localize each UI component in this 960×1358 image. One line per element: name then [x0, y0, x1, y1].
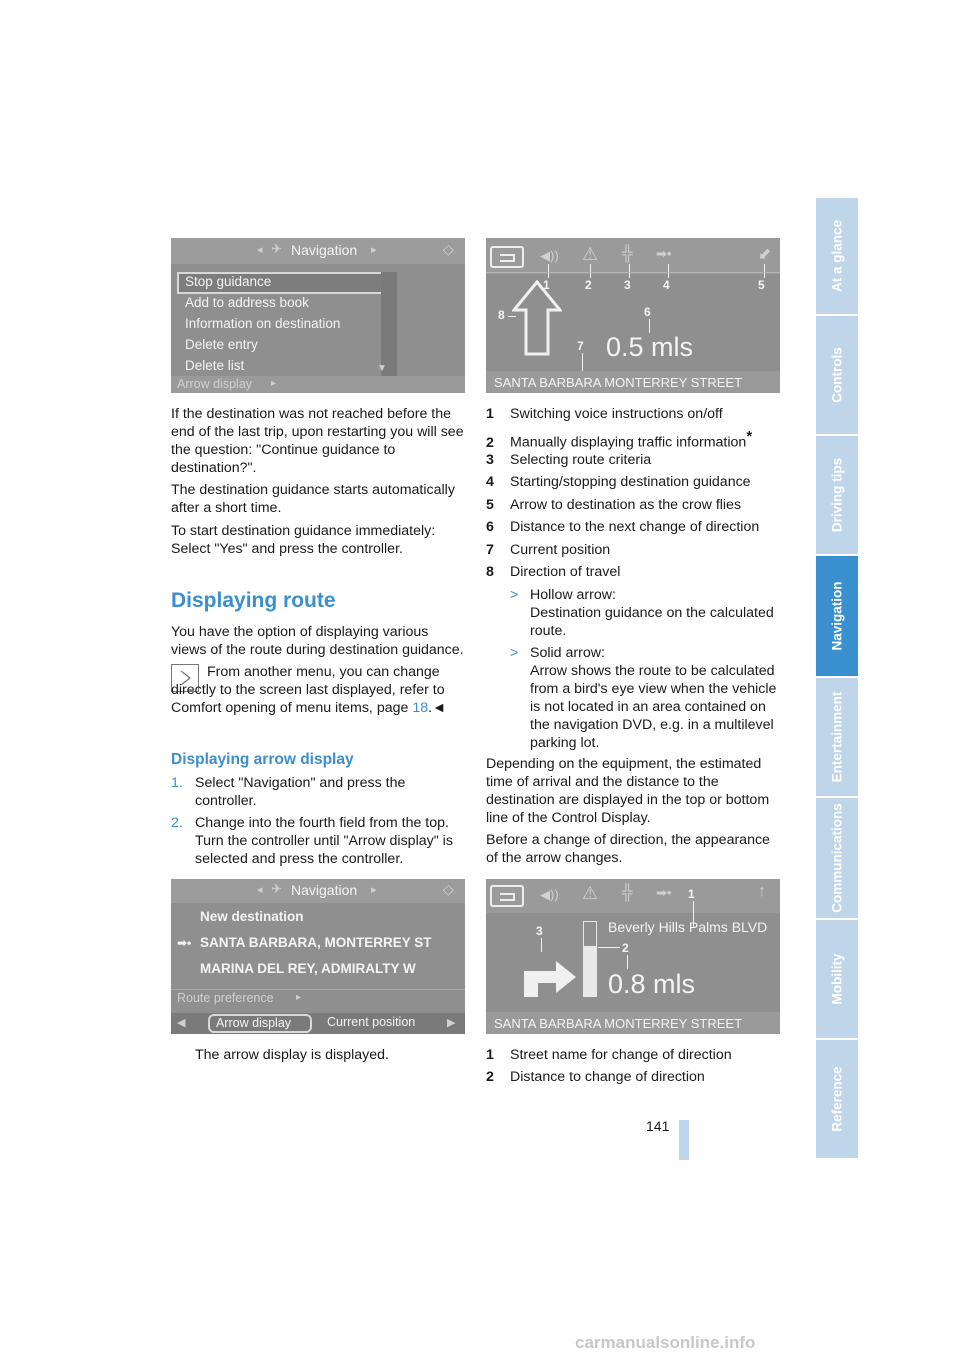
legend-item: 4 Starting/stopping destination guidance [486, 474, 751, 490]
step-text: Select "Navigation" and press the controller. [195, 775, 406, 809]
distance-readout: 0.8 mls [608, 969, 696, 999]
chevron-left-icon: ◂ [257, 244, 263, 256]
turn-arrow-screenshot [486, 879, 780, 1034]
current-street: SANTA BARBARA MONTERREY STREET [494, 375, 743, 390]
step-number: 2. [171, 815, 183, 831]
bullet-text: Arrow shows the route to be calculated from a bird's eye view when the vehicle is not located in an area contained on the navigation DVD, e.g. in a multilevel parking lot. [530, 663, 777, 751]
menu-item[interactable]: Delete entry [185, 337, 258, 352]
satellite-icon: ✈ [271, 241, 282, 256]
legend-item: 5 Arrow to destination as the crow flies [486, 497, 742, 513]
legend-item: 6 Distance to the next change of direction [486, 519, 760, 535]
solid-turn-arrow [520, 949, 580, 999]
section-heading: Displaying route [171, 589, 336, 612]
menu-item[interactable]: Delete list [185, 358, 245, 373]
traffic-warning-icon: ⚠ [582, 244, 599, 264]
arrow-display-screenshot [486, 238, 780, 393]
chapter-tabs [816, 198, 858, 1160]
callout-number: 3 [536, 924, 543, 938]
legend-item: 3 Selecting route criteria [486, 452, 652, 468]
route-criteria-icon: ╬ [622, 884, 633, 901]
hollow-direction-arrow [512, 280, 562, 356]
chevron-left-icon: ◂ [257, 884, 263, 896]
tab-entertainment[interactable]: Entertainment [816, 678, 858, 798]
back-icon [490, 246, 524, 268]
callout-number: 5 [758, 278, 765, 292]
bullet-marker: > [510, 645, 519, 661]
step-text: Change into the fourth field from the top. Turn the controller until "Arrow display" is selected and press the controller. [195, 815, 453, 867]
distance-readout: 0.5 mls [606, 332, 694, 362]
callout-number: 6 [644, 305, 651, 319]
arrow-display-tab[interactable]: Arrow display [208, 1014, 312, 1033]
arrow-left-icon: ◀ [177, 1017, 186, 1029]
watermark: carmanualsonline.info [575, 1333, 756, 1352]
note-text: From another menu, you can change directly to the screen last displayed, refer to Comfort opening of menu items, page 18.◄ [171, 664, 447, 716]
current-position-tab[interactable]: Current position [327, 1015, 416, 1029]
compass-icon: ◇ [443, 241, 454, 257]
guidance-icon: ➡• [656, 246, 672, 261]
route-preference[interactable]: Route preference [177, 991, 274, 1005]
route-criteria-icon: ╬ [622, 245, 633, 262]
chevron-right-icon: ▸ [271, 378, 277, 389]
menu-item[interactable]: Add to address book [185, 295, 309, 310]
chevron-right-icon: ▸ [371, 244, 377, 256]
callout-number: 8 [498, 308, 505, 322]
street-name: Beverly Hills Palms BLVD [608, 919, 768, 935]
crow-flies-arrow-icon: ↑ [758, 883, 766, 900]
tab-controls[interactable]: Controls [816, 316, 858, 436]
destination-row[interactable]: New destination [200, 909, 304, 924]
paragraph: The arrow display is displayed. [195, 1047, 389, 1063]
crow-flies-arrow-icon: ⬋ [758, 246, 772, 263]
page-number: 141 [646, 1118, 670, 1134]
tab-communications[interactable]: Communications [816, 798, 858, 920]
satellite-icon: ✈ [271, 881, 282, 896]
legend-item: 1 Switching voice instructions on/off [486, 406, 723, 422]
destination-row[interactable]: SANTA BARBARA, MONTERREY ST [200, 935, 432, 950]
paragraph: To start destination guidance immediately: Select "Yes" and press the controller. [171, 523, 436, 557]
tab-at-a-glance[interactable]: At a glance [816, 198, 858, 316]
tab-navigation[interactable]: Navigation [816, 556, 858, 678]
traffic-warning-icon: ⚠ [582, 883, 599, 903]
legend-item: 8 Direction of travel [486, 564, 621, 580]
navigation-destinations-screenshot [171, 879, 465, 1034]
step-number: 1. [171, 775, 183, 791]
menu-item[interactable]: Stop guidance [185, 274, 272, 289]
legend-item: 7 Current position [486, 542, 611, 558]
voice-icon: ◀)) [540, 248, 559, 263]
arrow-flag-icon: ➡• [177, 936, 192, 950]
bullet-text: Destination guidance on the calculated route. [530, 605, 774, 639]
paragraph: Depending on the equipment, the estimated time of arrival and the distance to the destination are displayed in the top or bottom line of the Control Display. [486, 756, 770, 826]
page-marker [679, 1120, 689, 1160]
guidance-icon: ➡• [656, 885, 672, 900]
paragraph: If the destination was not reached before the end of the last trip, upon restarting you will see the question: "Continue guidance to destination?". [171, 406, 464, 476]
navigation-menu-screenshot [171, 238, 465, 393]
current-street: SANTA BARBARA MONTERREY STREET [494, 1016, 743, 1031]
callout-number: 4 [663, 278, 670, 292]
menu-item[interactable]: Information on destination [185, 316, 341, 331]
chevron-right-icon: ▸ [371, 884, 377, 896]
subheading: Displaying arrow display [171, 751, 354, 768]
callout-number: 2 [622, 941, 629, 955]
paragraph: The destination guidance starts automatically after a short time. [171, 482, 455, 516]
bullet-title: Hollow arrow: [530, 587, 616, 603]
chevron-right-icon: ▸ [296, 992, 302, 1003]
callout-number: 1 [543, 278, 550, 292]
tab-driving-tips[interactable]: Driving tips [816, 436, 858, 556]
back-icon [490, 885, 524, 907]
screen-title: Navigation [291, 882, 358, 898]
callout-number: 2 [585, 278, 592, 292]
tab-mobility[interactable]: Mobility [816, 920, 858, 1040]
callout-number: 3 [624, 278, 631, 292]
paragraph: You have the option of displaying various views of the route during destination guidance. [171, 624, 464, 658]
legend-item: 1 Street name for change of direction [486, 1047, 732, 1063]
voice-icon: ◀)) [540, 887, 559, 902]
legend-item: 2 Manually displaying traffic information* [486, 428, 753, 451]
paragraph: Before a change of direction, the appearance of the arrow changes. [486, 832, 770, 866]
page-link[interactable]: 18 [412, 700, 429, 716]
destination-row[interactable]: MARINA DEL REY, ADMIRALTY W [200, 961, 416, 976]
legend-item: 2 Distance to change of direction [486, 1069, 705, 1085]
bullet-marker: > [510, 587, 519, 603]
compass-icon: ◇ [443, 881, 454, 897]
screen-title: Navigation [291, 242, 358, 258]
tab-reference[interactable]: Reference [816, 1040, 858, 1160]
bullet-title: Solid arrow: [530, 645, 605, 661]
footer-arrow-display[interactable]: Arrow display [177, 377, 253, 391]
arrow-right-icon: ▶ [447, 1017, 456, 1029]
callout-number: 1 [688, 887, 695, 901]
callout-number: 7 [577, 339, 584, 353]
scroll-down-icon: ▼ [377, 363, 387, 374]
